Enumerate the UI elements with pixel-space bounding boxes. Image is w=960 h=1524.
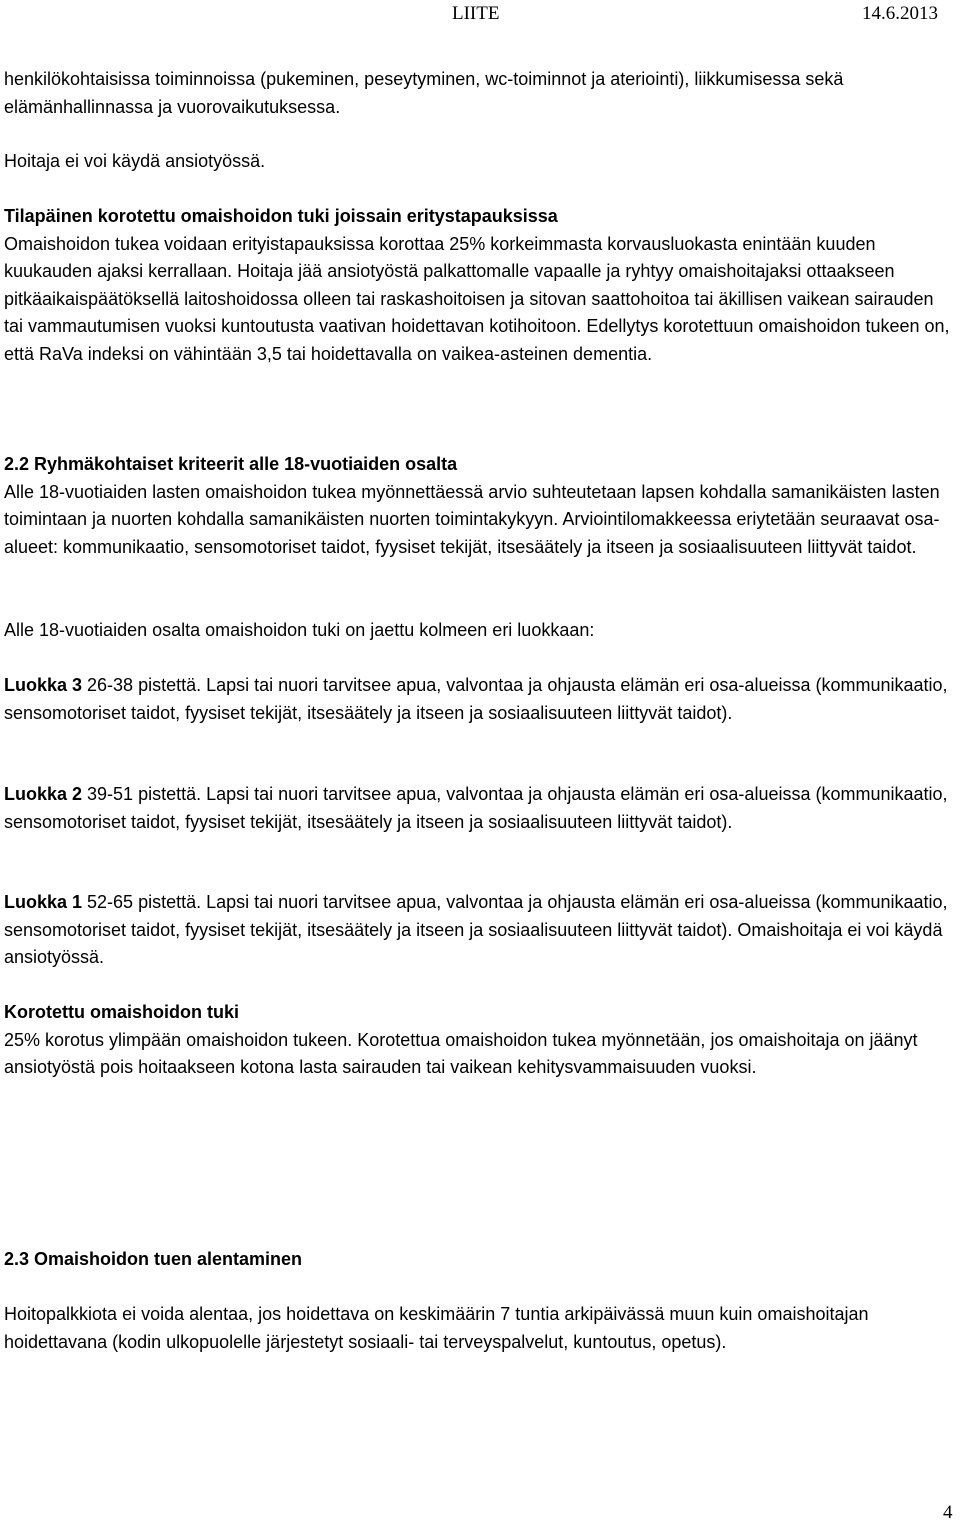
section-heading: 2.2 Ryhmäkohtaiset kriteerit alle 18-vuotiaiden osalta (4, 454, 458, 474)
class-label: Luokka 1 (4, 892, 83, 912)
section-text: 25% korotus ylimpään omaishoidon tukeen. Korotettua omaishoidon tukea myönnetään, jos omaishoitaja on jäänyt ansiotyöstä pois hoitaakseen kotona lasta sairauden tai vaikean kehitysvammaisuuden vuoksi. (4, 1029, 918, 1077)
class-text: 52-65 pistettä. Lapsi tai nuori tarvitsee apua, valvontaa ja ohjausta elämän eri osa-alueissa (kommunikaatio, sensomotoriset taidot, fyysiset tekijät, itsesäätely ja itseen ja sosiaalisuuteen liittyvät taidot). Omaishoitaja ei voi käydä ansiotyössä. (4, 892, 948, 967)
section-heading: Korotettu omaishoidon tuki (4, 1002, 239, 1022)
section-heading: 2.3 Omaishoidon tuen alentaminen (4, 1249, 303, 1269)
paragraph-adl: henkilökohtaisissa toiminnoissa (pukeminen, peseytyminen, wc-toiminnot ja ateriointi), liikkumisessa sekä elämänhallinnassa ja vuorovaikutuksessa. (4, 69, 844, 117)
paragraph-no-work: Hoitaja ei voi käydä ansiotyössä. (4, 151, 266, 171)
header-date: 14.6.2013 (862, 3, 938, 24)
class-3-paragraph (4, 672, 956, 727)
class-text: 39-51 pistettä. Lapsi tai nuori tarvitsee apua, valvontaa ja ohjausta elämän eri osa-alueissa (kommunikaatio, sensomotoriset taidot, fyysiset tekijät, itsesäätely ja itseen ja sosiaalisuuteen liittyvät taidot). (4, 784, 948, 832)
section-raised-support (4, 999, 956, 1082)
section-text: Alle 18-vuotiaiden lasten omaishoidon tukea myönnettäessä arvio suhteutetaan lapsen kohdalla samanikäisten lasten toimintaan ja nuorten kohdalla samanikäisten nuorten toimintakykyyn. Arviointilomakkeessa eriytetään seuraavat osa-alueet: kommunikaatio, sensomotoriset taidot, fyysiset tekijät, itsesäätely ja itseen ja sosiaalisuuteen liittyvät taidot. (4, 481, 940, 557)
section-text: Omaishoidon tukea voidaan erityistapauksissa korottaa 25% korkeimmasta korvausluokasta enintään kuuden kuukauden ajaksi kerrallaan. Hoitaja jää ansiotyöstä palkattomalle vapaalle ja ryhtyy omaishoitajaksi ottaakseen pitkäaikaispäätöksellä laitoshoidossa olleen tai raskashoitoisen ja sitovan saattohoitoa tai äkillisen vaikean sairauden tai vammautumisen vuoksi kuntoutusta vaativan hoidettavan kotihoitoon. Edellytys korotettuun omaishoidon tukeen on, että RaVa indeksi on vähintään 3,5 tai hoidettavalla on vaikea-asteinen dementia. (4, 233, 950, 364)
header-title: LIITE (452, 3, 500, 24)
page-number: 4 (943, 1502, 953, 1523)
classes-intro: Alle 18-vuotiaiden osalta omaishoidon tuki on jaettu kolmeen eri luokkaan: (4, 620, 595, 640)
section-temporary-increase (4, 203, 956, 368)
class-label: Luokka 3 (4, 675, 83, 695)
class-text: 26-38 pistettä. Lapsi tai nuori tarvitsee apua, valvontaa ja ohjausta elämän eri osa-alueissa (kommunikaatio, sensomotoriset taidot, fyysiset tekijät, itsesäätely ja itseen ja sosiaalisuuteen liittyvät taidot). (4, 675, 948, 723)
class-2-paragraph (4, 781, 956, 836)
section-heading: Tilapäinen korotettu omaishoidon tuki joissain eritystapauksissa (4, 206, 558, 226)
section-2-3-heading (4, 1246, 956, 1274)
class-1-paragraph (4, 889, 956, 972)
section-2-3-text: Hoitopalkkiota ei voida alentaa, jos hoidettava on keskimäärin 7 tuntia arkipäivässä muun kuin omaishoitajan hoidettavana (kodin ulkopuolelle järjestetyt sosiaali- tai terveyspalvelut, kuntoutus, opetus). (4, 1304, 869, 1352)
section-2-2 (4, 451, 956, 561)
class-label: Luokka 2 (4, 784, 83, 804)
